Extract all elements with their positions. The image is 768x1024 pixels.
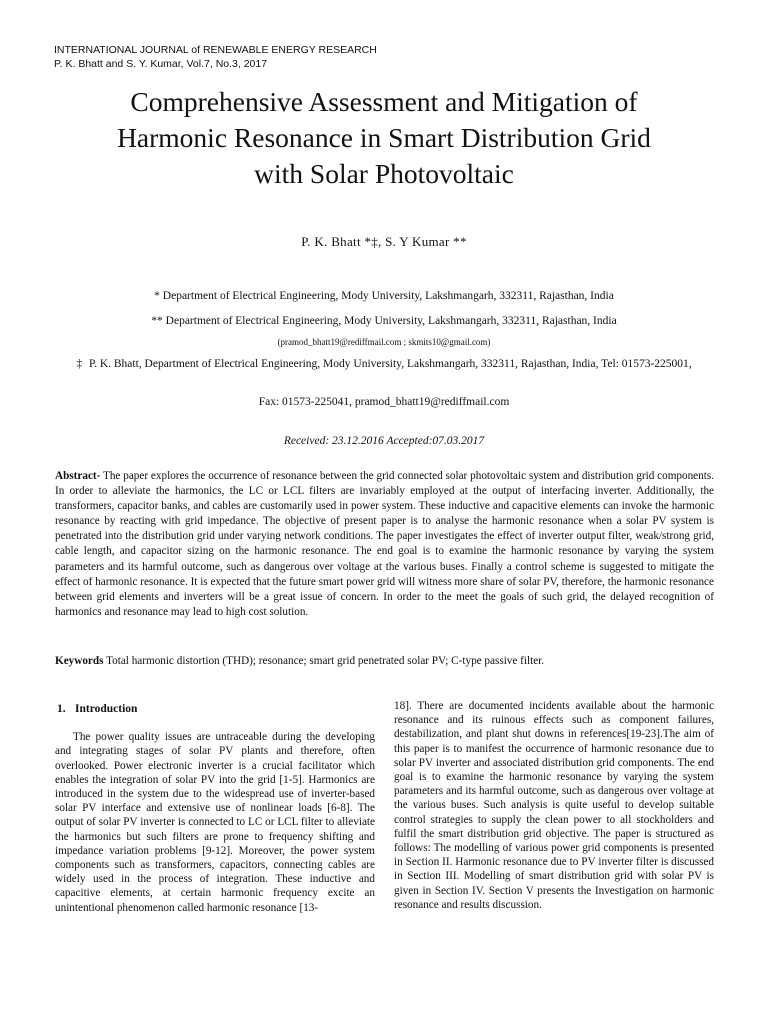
abstract-text: The paper explores the occurrence of resonance between the grid connected solar photovoltaic system and distribution grid components. In order to alleviate the harmonics, the LC or LCL filters are invariably employed at the output of interfacing inverter. Additionally, the transformers, capacitor banks, and cables are customarily used in power system. These inductive and capacitive elements can invoke the harmonic resonance by reacting with grid impedance. The objective of present paper is to analyse the harmonic resonance when a solar PV system is penetrated into the distribution grid under varying network conditions. The paper investigates the effect of inverter output filter, weak/strong grid, cable length, and capacitor sizing on the harmonic resonance. The end goal is to examine the harmonic resonance by varying the system parameters and its harmful outcome, such as dangerous over voltage at the various buses. Finally a control scheme is suggested to mitigate the effect of harmonic resonance. It is expected that the future smart power grid will witness more share of solar PV, therefore, the harmonic resonance between grid elements and inverters will be a great issue of concern. In order to the meet the goals of such grid, the delayed recognition of harmonics and resonance may lead to high cost solution. [55,470,714,618]
journal-header [54,43,377,71]
right-column [394,699,714,912]
corresponding-text: P. K. Bhatt, Department of Electrical Engineering, Mody University, Lakshmangarh, 332311, Rajasthan, India, Tel: 01573-225001, [86,358,692,370]
paper-title [40,84,728,192]
section-heading-introduction [55,702,375,716]
affiliation-2: ** Department of Electrical Engineering, Mody University, Lakshmangarh, 332311, Rajasthan, India [151,315,617,327]
affiliation-1: * Department of Electrical Engineering, Mody University, Lakshmangarh, 332311, Rajasthan, India [154,290,614,302]
keywords-text: Total harmonic distortion (THD); resonance; smart grid penetrated solar PV; C-type passive filter. [103,655,545,667]
abstract-label: Abstract- [55,470,101,482]
left-column [55,702,375,915]
journal-name: INTERNATIONAL JOURNAL of RENEWABLE ENERGY RESEARCH [54,44,377,56]
keywords-label: Keywords [55,655,104,667]
corresponding-mark: ‡ [76,358,83,370]
received-dates: Received: 23.12.2016 Accepted:07.03.2017 [283,435,485,447]
author-emails: (pramod_bhatt19@rediffmail.com ; skmits10@gmail.com) [277,337,491,347]
section-number: 1. [57,703,66,715]
title-line-2: Harmonic Resonance in Smart Distribution Grid [117,122,651,153]
author-list: P. K. Bhatt *‡, S. Y Kumar ** [301,234,467,249]
corresponding-author [56,356,716,372]
keywords [55,654,714,669]
title-line-1: Comprehensive Assessment and Mitigation of [130,86,638,117]
intro-paragraph-right: 18]. There are documented incidents available about the harmonic resonance and its ruinous effects such as component failures, destabilization, and plant shut downs in references[19-23].The aim of this paper is to manifest the occurrence of harmonic resonance due to solar PV inverter and associated distribution grid components. The end goal is to examine the harmonic resonance by varying the system parameters and its harmful outcome, such as dangerous over voltage at the various buses. Such analysis is quite useful to develop suitable control strategies to supply the clean power to all stockholders and fulfil the smart distribution grid objective. The paper is structured as follows: The modelling of various power grid components is presented in Section II. Harmonic resonance due to PV inverter filter is discussed in Section III. Modelling of smart distribution grid with solar PV is given in Section IV. Section V presents the Investigation on harmonic resonance and results discussion. [394,700,714,911]
title-line-3: with Solar Photovoltaic [254,158,514,189]
section-title: Introduction [75,703,138,715]
abstract [55,469,714,620]
citation-line: P. K. Bhatt and S. Y. Kumar, Vol.7, No.3, 2017 [54,58,268,70]
intro-paragraph-left: The power quality issues are untraceable during the developing and integrating stages of solar PV plants and therefore, often overlooked. Power electronic inverter is a crucial facilitator which enables the integration of solar PV into the grid [1-5]. Harmonics are introduced in the system due to the widespread use of inverter-based solar PV interface and extensive use of nonlinear loads [6-8]. The output of solar PV inverter is connected to LC or LCL filter to alleviate the harmonics but such filters are prone to frequency shifting and impedance variation problems [9-12]. Moreover, the power system components such as transformers, capacitors, connecting cables are widely used in the process of integration. These inductive and capacitive elements, at certain harmonic frequency excite an unintentional phenomenon called harmonic resonance [13- [55,731,375,914]
fax-line: Fax: 01573-225041, pramod_bhatt19@rediffmail.com [258,396,510,408]
